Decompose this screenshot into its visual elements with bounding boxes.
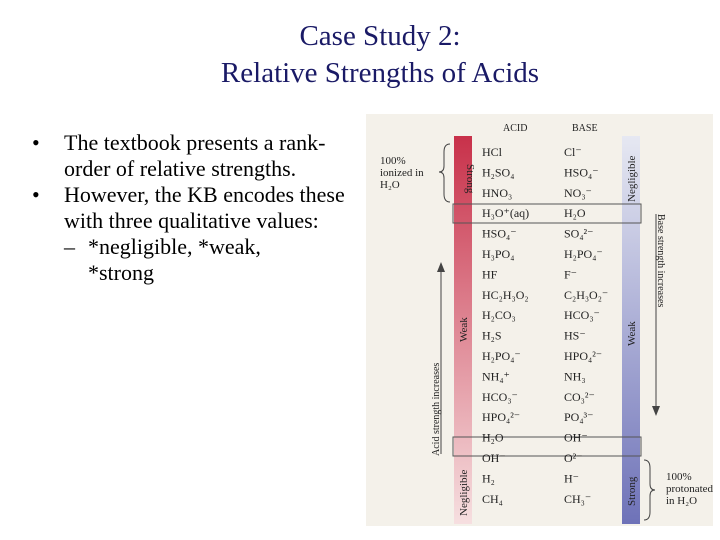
- acid-bar-label-negligible: Negligible: [458, 469, 470, 516]
- base-formula: CH₃⁻: [564, 491, 592, 506]
- acid-formula: CH₄: [482, 491, 503, 506]
- base-formula: C₂H₃O₂⁻: [564, 287, 609, 302]
- base-formula: HSO₄⁻: [564, 165, 599, 180]
- acid-formula: HPO₄²⁻: [482, 410, 521, 425]
- ionized-label-line-1: 100%: [380, 155, 406, 167]
- base-formula: H₂O: [564, 206, 586, 221]
- acid-formula: H₃PO₄: [482, 247, 515, 261]
- protonated-label-line-3: in H₂O: [666, 495, 698, 507]
- ionized-brace-icon: [439, 144, 450, 202]
- base-formula: NH₃: [564, 369, 586, 384]
- protonated-label-line-2: protonated: [666, 483, 713, 495]
- slide-title: [60, 18, 700, 92]
- acid-column-header: ACID: [503, 123, 528, 134]
- acid-formula: H₂CO₃: [482, 308, 516, 323]
- acid-formula: HCl: [482, 145, 503, 159]
- protonated-brace-icon: [644, 460, 655, 520]
- base-formula: HS⁻: [564, 328, 586, 343]
- acid-formula: NH₄⁺: [482, 369, 510, 384]
- acid-formula: H₂PO₄⁻: [482, 349, 521, 363]
- acid-axis-arrow-up-icon: [437, 262, 445, 272]
- ionized-label-line-3: H₂O: [380, 179, 400, 191]
- acid-formula: H₂: [482, 471, 495, 486]
- acid-formula: HNO₃: [482, 185, 513, 200]
- acid-formula: H₂SO₄: [482, 165, 515, 180]
- sub-bullet-item: [28, 234, 358, 286]
- acid-formula: H₂O: [482, 430, 504, 445]
- base-formula: H⁻: [564, 471, 579, 486]
- acid-bar-label-strong: Strong: [464, 164, 476, 194]
- acid-bar-label-weak: Weak: [458, 317, 470, 342]
- acid-formula: HF: [482, 267, 498, 282]
- base-formula: Cl⁻: [564, 145, 582, 159]
- acid-strength-axis-label: Acid strength increases: [431, 362, 442, 456]
- acid-formula: HC₂H₃O₂: [482, 287, 529, 302]
- acid-formula: OH⁻: [482, 451, 506, 465]
- base-bar-label-negligible: Negligible: [626, 155, 638, 202]
- base-formula: SO₄²⁻: [564, 226, 594, 241]
- bullet-dot-icon: •: [32, 130, 40, 155]
- acid-formula: HCO₃⁻: [482, 389, 518, 404]
- bullet-text: The textbook presents a rank-order of relative strengths.: [64, 130, 326, 181]
- base-formula: OH⁻: [564, 430, 588, 445]
- acid-base-strength-figure: [366, 114, 713, 526]
- ionized-label-line-2: ionized in: [380, 167, 424, 179]
- base-formula: HPO₄²⁻: [564, 349, 603, 363]
- bullet-dot-icon: •: [32, 182, 40, 207]
- bullet-item: [28, 130, 358, 182]
- base-bar-label-strong: Strong: [626, 476, 638, 506]
- acid-base-table-svg: [366, 114, 713, 526]
- bullet-text: However, the KB encodes these with three qualitative values:: [64, 182, 345, 233]
- title-line-1: Case Study 2:: [299, 20, 461, 52]
- bullet-item: [28, 182, 358, 234]
- base-formula: NO₃⁻: [564, 185, 592, 200]
- dash-icon: –: [64, 234, 75, 259]
- base-formula: PO₄³⁻: [564, 410, 594, 425]
- table-rows: [482, 145, 608, 506]
- acid-formula: H₂S: [482, 328, 502, 343]
- bullet-list: [28, 130, 358, 286]
- base-axis-arrow-down-icon: [652, 406, 660, 416]
- base-strength-axis-label: Base strength increases: [655, 214, 666, 308]
- base-bar-label-weak: Weak: [626, 321, 638, 346]
- acid-formula: HSO₄⁻: [482, 226, 517, 241]
- protonated-label-line-1: 100%: [666, 471, 692, 483]
- sub-bullet-line-2: *strong: [88, 260, 154, 285]
- title-line-2: Relative Strengths of Acids: [220, 57, 540, 89]
- base-formula: HCO₃⁻: [564, 308, 600, 323]
- base-formula: F⁻: [564, 267, 578, 282]
- base-formula: O²⁻: [564, 451, 583, 465]
- base-column-header: BASE: [572, 123, 598, 134]
- base-formula: CO₃²⁻: [564, 389, 595, 404]
- base-formula: H₂PO₄⁻: [564, 247, 603, 261]
- sub-bullet-line-1: *negligible, *weak,: [88, 234, 261, 259]
- acid-formula: H₃O⁺(aq): [482, 206, 530, 221]
